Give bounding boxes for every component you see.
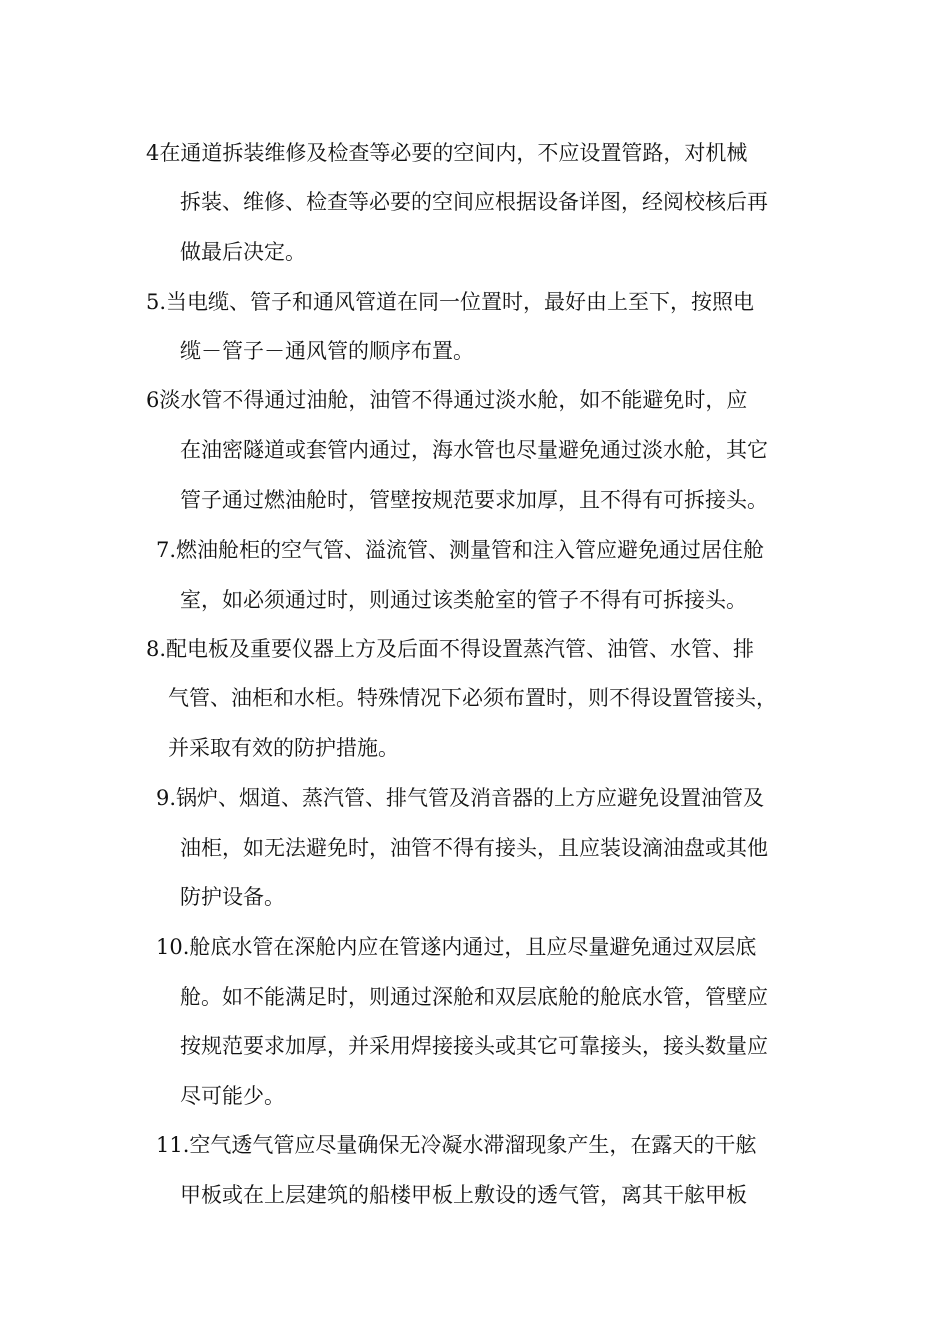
paragraph-line: 并采取有效的防护措施。 [168, 736, 399, 760]
paragraph-line: 舱。如不能满足时，则通过深舱和双层底舱的舱底水管，管壁应 [180, 985, 768, 1009]
paragraph-line: 尽可能少。 [180, 1084, 285, 1108]
paragraph-line: 4在通道拆装维修及检查等必要的空间内，不应设置管路，对机械 [146, 141, 748, 165]
paragraph-line: 缆－管子－通风管的顺序布置。 [180, 339, 474, 363]
paragraph-line: 防护设备。 [180, 885, 285, 909]
paragraph-line: 做最后决定。 [180, 240, 306, 264]
paragraph-line: 拆装、维修、检查等必要的空间应根据设备详图，经阅校核后再 [180, 190, 768, 214]
paragraph-line: 室，如必须通过时，则通过该类舱室的管子不得有可拆接头。 [180, 588, 747, 612]
paragraph-line: 油柜，如无法避免时，油管不得有接头，且应装设滴油盘或其他 [180, 836, 768, 860]
paragraph-line: 6淡水管不得通过油舱，油管不得通过淡水舱，如不能避免时，应 [146, 388, 748, 412]
paragraph-line: 5.当电缆、管子和通风管道在同一位置时，最好由上至下，按照电 [146, 290, 755, 314]
paragraph-line: 按规范要求加厚，并采用焊接接头或其它可靠接头，接头数量应 [180, 1034, 768, 1058]
paragraph-line: 气管、油柜和水柜。特殊情况下必须布置时，则不得设置管接头， [168, 686, 777, 710]
paragraph-line: 10.舱底水管在深舱内应在管遂内通过，且应尽量避免通过双层底 [156, 935, 757, 959]
paragraph-line: 管子通过燃油舱时，管壁按规范要求加厚，且不得有可拆接头。 [180, 488, 768, 512]
paragraph-line: 甲板或在上层建筑的船楼甲板上敷设的透气管，离其干舷甲板 [180, 1183, 747, 1207]
paragraph-line: 11.空气透气管应尽量确保无冷凝水滞溜现象产生，在露天的干舷 [156, 1133, 757, 1157]
paragraph-line: 在油密隧道或套管内通过，海水管也尽量避免通过淡水舱，其它 [180, 438, 768, 462]
paragraph-line: 8.配电板及重要仪器上方及后面不得设置蒸汽管、油管、水管、排 [146, 637, 755, 661]
paragraph-line: 7.燃油舱柜的空气管、溢流管、测量管和注入管应避免通过居住舱 [156, 538, 765, 562]
paragraph-line: 9.锅炉、烟道、蒸汽管、排气管及消音器的上方应避免设置油管及 [156, 786, 765, 810]
